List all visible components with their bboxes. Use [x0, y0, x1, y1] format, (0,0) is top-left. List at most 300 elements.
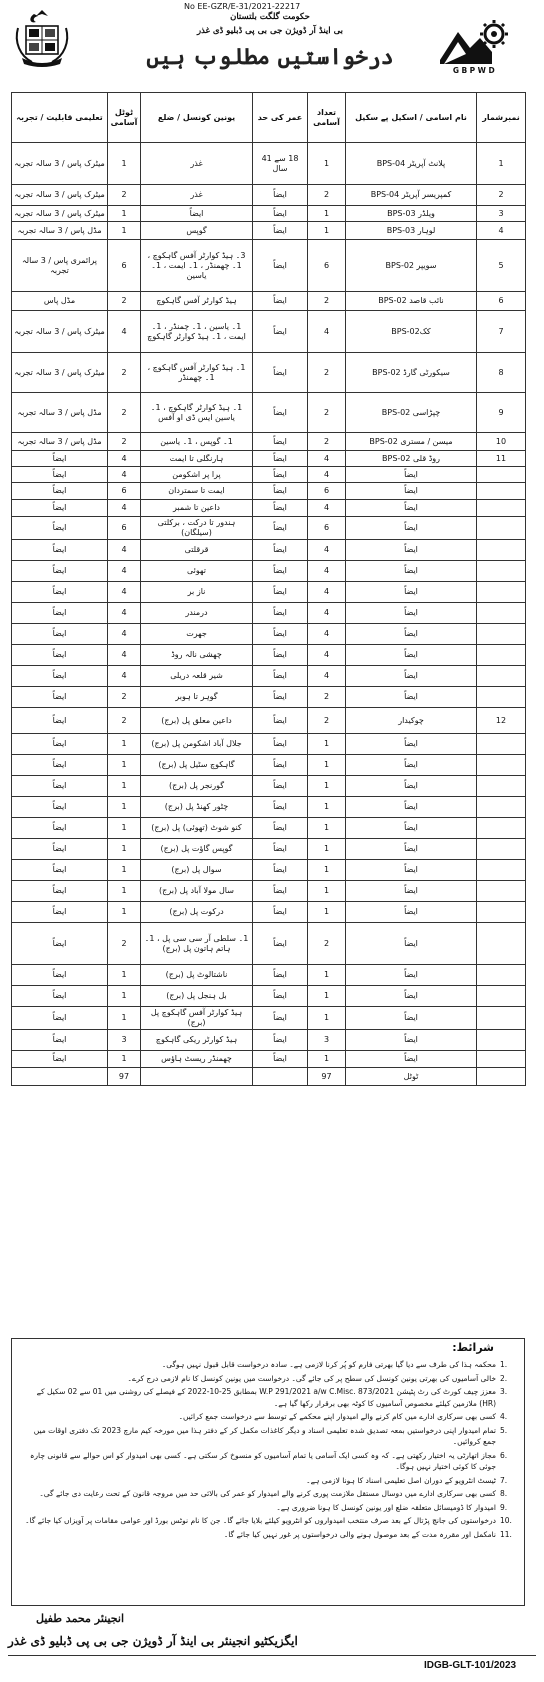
table-row [12, 1007, 526, 1030]
table-row [12, 708, 526, 734]
number-of-posts-cell: 1 [308, 839, 346, 860]
total-posts-cell: 4 [108, 311, 141, 353]
serial-number-cell [477, 1030, 526, 1051]
term-number: 7. [500, 1475, 508, 1485]
union-council-cell: 1۔ گوپس ، 1۔ یاسین [141, 433, 253, 451]
qualification-cell [12, 1068, 108, 1086]
age-limit-cell: ایضاً [253, 797, 308, 818]
term-number: 2. [500, 1373, 508, 1383]
post-name-cell: ایضاً [346, 1007, 477, 1030]
term-text: خالی آسامیوں کی بھرتی یونین کونسل کی سطح پر کی جائے گی۔ درخواست میں یونین کونسل کا نام لازمی درج کرے۔ [127, 1373, 496, 1383]
serial-number-cell [477, 500, 526, 517]
union-council-cell: پرا پر اشکومن [141, 467, 253, 483]
qualification-cell: ایضاً [12, 797, 108, 818]
age-limit-cell: ایضاً [253, 1007, 308, 1030]
post-name-cell: ایضاً [346, 603, 477, 624]
post-name-cell: ایضاً [346, 624, 477, 645]
serial-number-cell [477, 467, 526, 483]
qualification-cell: میٹرک پاس / 3 سالہ تجربہ [12, 185, 108, 206]
post-name-cell: ایضاً [346, 517, 477, 540]
total-posts-cell: 2 [108, 353, 141, 393]
age-limit-cell: ایضاً [253, 603, 308, 624]
union-council-cell: جلال آباد اشکومن پل (برج) [141, 734, 253, 755]
total-posts-cell: 6 [108, 483, 141, 500]
total-posts-cell: 4 [108, 603, 141, 624]
total-posts-cell: 3 [108, 1030, 141, 1051]
post-name-cell: پلانٹ آپریٹر BPS-04 [346, 143, 477, 185]
serial-number-cell [477, 561, 526, 582]
total-posts-cell: 1 [108, 818, 141, 839]
union-council-cell: شیر قلعہ دریلی [141, 666, 253, 687]
serial-number-cell: 2 [477, 185, 526, 206]
total-posts-cell: 1 [108, 797, 141, 818]
union-council-cell: بل ہنجل پل (برج) [141, 986, 253, 1007]
union-council-cell: 1۔ ہیڈ کوارٹر آفس گاہکوچ ، 1۔ چھمنڈر [141, 353, 253, 393]
qualification-cell: ایضاً [12, 902, 108, 923]
age-limit-cell: ایضاً [253, 1051, 308, 1068]
table-row [12, 734, 526, 755]
number-of-posts-cell: 2 [308, 687, 346, 708]
serial-number-cell [477, 483, 526, 500]
table-row [12, 206, 526, 222]
header-serial-number: نمبرشمار [477, 93, 526, 143]
number-of-posts-cell: 6 [308, 517, 346, 540]
qualification-cell: ایضاً [12, 1051, 108, 1068]
division-name: بی اینڈ آر ڈویژن جی بی پی ڈبلیو ڈی غذر [196, 26, 344, 36]
number-of-posts-cell: 2 [308, 708, 346, 734]
union-council-cell: چھشی نالہ روڈ [141, 645, 253, 666]
post-name-cell: ایضاً [346, 986, 477, 1007]
union-council-cell: ہندور تا درکت ، برکلتی (سیلگان) [141, 517, 253, 540]
serial-number-cell [477, 666, 526, 687]
age-limit-cell: ایضاً [253, 451, 308, 467]
number-of-posts-cell: 6 [308, 483, 346, 500]
union-council-cell: ایمت تا سمتردان [141, 483, 253, 500]
post-name-cell: روڈ قلی BPS-02 [346, 451, 477, 467]
serial-number-cell: 10 [477, 433, 526, 451]
total-posts-cell: 1 [108, 206, 141, 222]
serial-number-cell [477, 755, 526, 776]
qualification-cell: ایضاً [12, 923, 108, 965]
number-of-posts-cell: 4 [308, 311, 346, 353]
qualification-cell: ایضاً [12, 666, 108, 687]
age-limit-cell: ایضاً [253, 393, 308, 433]
post-name-cell: ایضاً [346, 666, 477, 687]
number-of-posts-cell: 1 [308, 797, 346, 818]
union-council-cell: ناشتالوٹ پل (برج) [141, 965, 253, 986]
qualification-cell: ایضاً [12, 734, 108, 755]
age-limit-cell: ایضاً [253, 776, 308, 797]
qualification-cell: ایضاً [12, 500, 108, 517]
serial-number-cell [477, 986, 526, 1007]
table-row [12, 860, 526, 881]
table-row [12, 451, 526, 467]
union-council-cell: ہیڈ کوارٹر ریکی گاہکوچ [141, 1030, 253, 1051]
table-row [12, 1068, 526, 1086]
age-limit-cell: ایضاً [253, 734, 308, 755]
header-qualification: تعلیمی قابلیت / تجربہ [12, 93, 108, 143]
serial-number-cell [477, 776, 526, 797]
term-item [20, 1411, 518, 1423]
table-row [12, 311, 526, 353]
government-emblem-icon [12, 8, 72, 70]
number-of-posts-cell: 1 [308, 1051, 346, 1068]
number-of-posts-cell: 4 [308, 540, 346, 561]
number-of-posts-cell: 1 [308, 965, 346, 986]
total-posts-cell: 6 [108, 240, 141, 292]
table-row [12, 292, 526, 311]
serial-number-cell [477, 797, 526, 818]
qualification-cell: ایضاً [12, 1030, 108, 1051]
post-name-cell: ایضاً [346, 561, 477, 582]
term-number: 10. [500, 1516, 512, 1525]
qualification-cell: مڈل پاس / 3 سالہ تجربہ [12, 433, 108, 451]
post-name-cell: ایضاً [346, 500, 477, 517]
age-limit-cell: ایضاً [253, 624, 308, 645]
table-row [12, 1051, 526, 1068]
number-of-posts-cell: 2 [308, 292, 346, 311]
union-council-cell: تھوئی [141, 561, 253, 582]
number-of-posts-cell: 1 [308, 734, 346, 755]
post-name-cell: ایضاً [346, 540, 477, 561]
age-limit-cell: ایضاً [253, 755, 308, 776]
qualification-cell: ایضاً [12, 517, 108, 540]
serial-number-cell: 1 [477, 143, 526, 185]
qualification-cell: ایضاً [12, 687, 108, 708]
union-council-cell: غذر [141, 143, 253, 185]
serial-number-cell: 4 [477, 222, 526, 240]
post-name-cell: ایضاً [346, 881, 477, 902]
post-name-cell: میسن / مستری BPS-02 [346, 433, 477, 451]
table-row [12, 185, 526, 206]
table-row [12, 582, 526, 603]
term-text: مجاز اتھارٹی یہ اختیار رکھتی ہے۔ کہ وہ کسی ایک آسامی یا تمام آسامیوں کو منسوخ کر سکتی ہے۔ کسی بھی امیدوار کو اس حوالے سے قانونی چارہ جوئی کا کوئی اختیار نہیں ہوگا۔ [30, 1450, 496, 1471]
serial-number-cell [477, 603, 526, 624]
qualification-cell: ایضاً [12, 467, 108, 483]
union-council-cell: گاہکوچ سٹیل پل (برج) [141, 755, 253, 776]
number-of-posts-cell: 4 [308, 451, 346, 467]
total-posts-cell: 1 [108, 986, 141, 1007]
table-row [12, 143, 526, 185]
union-council-cell: گورنجر پل (برج) [141, 776, 253, 797]
qualification-cell: ایضاً [12, 483, 108, 500]
union-council-cell: گوہر تا ہوبر [141, 687, 253, 708]
term-number: 8. [500, 1489, 508, 1498]
post-name-cell: ایضاً [346, 755, 477, 776]
total-posts-cell: 2 [108, 393, 141, 433]
qualification-cell: مڈل پاس [12, 292, 108, 311]
serial-number-cell [477, 624, 526, 645]
union-council-cell: سوال پل (برج) [141, 860, 253, 881]
total-posts-cell: 97 [108, 1068, 141, 1086]
qualification-cell: پرائمری پاس / 3 سالہ تجربہ [12, 240, 108, 292]
qualification-cell: مڈل پاس / 3 سالہ تجربہ [12, 222, 108, 240]
signatory-title: ایگزیکٹیو انجینئر بی اینڈ آر ڈویژن جی بی پی ڈبلیو ڈی غذر [8, 1634, 298, 1648]
union-council-cell: گوپس گاؤت پل (برج) [141, 839, 253, 860]
term-number: 3. [500, 1387, 508, 1396]
term-text: محکمہ ہذا کی طرف سے دیا گیا بھرتی فارم کو پُر کرنا لازمی ہے۔ سادہ درخواست قابل قبول نہیں ہوگی۔ [161, 1360, 496, 1369]
qualification-cell: ایضاً [12, 755, 108, 776]
union-council-cell: سال مولا آباد پل (برج) [141, 881, 253, 902]
qualification-cell: ایضاً [12, 839, 108, 860]
age-limit-cell: ایضاً [253, 292, 308, 311]
header-number-of-posts: تعداد آسامی [308, 93, 346, 143]
number-of-posts-cell: 97 [308, 1068, 346, 1086]
number-of-posts-cell: 1 [308, 881, 346, 902]
total-posts-cell: 2 [108, 292, 141, 311]
total-posts-cell: 1 [108, 776, 141, 797]
union-council-cell: درمندر [141, 603, 253, 624]
union-council-cell: چٹور کھنڈ پل (برج) [141, 797, 253, 818]
age-limit-cell: ایضاً [253, 467, 308, 483]
post-name-cell: ایضاً [346, 776, 477, 797]
post-name-cell: ایضاً [346, 797, 477, 818]
table-row [12, 467, 526, 483]
post-name-cell: چپڑاسی BPS-02 [346, 393, 477, 433]
number-of-posts-cell: 1 [308, 206, 346, 222]
post-name-cell: ایضاً [346, 687, 477, 708]
post-name-cell: ایضاً [346, 1051, 477, 1068]
age-limit-cell: ایضاً [253, 902, 308, 923]
number-of-posts-cell: 4 [308, 467, 346, 483]
number-of-posts-cell: 1 [308, 902, 346, 923]
total-posts-cell: 1 [108, 881, 141, 902]
serial-number-cell: 11 [477, 451, 526, 467]
qualification-cell: ایضاً [12, 645, 108, 666]
number-of-posts-cell: 1 [308, 986, 346, 1007]
age-limit-cell: ایضاً [253, 500, 308, 517]
age-limit-cell: ایضاً [253, 433, 308, 451]
number-of-posts-cell: 1 [308, 222, 346, 240]
table-row [12, 433, 526, 451]
term-text: کسی بھی سرکاری ادارے میں دوسال مستقل ملازمت پوری کرنے والے امیدوار کو عمر کی بالائی حد میں مروجہ قانون کے تحت رعایت دی جائے گی۔ [39, 1489, 496, 1498]
serial-number-cell [477, 1068, 526, 1086]
serial-number-cell: 5 [477, 240, 526, 292]
table-row [12, 776, 526, 797]
post-name-cell: ٹوٹل [346, 1068, 477, 1086]
total-posts-cell: 6 [108, 517, 141, 540]
serial-number-cell [477, 902, 526, 923]
term-text: درخواستوں کی جانچ پڑتال کے بعد صرف منتخب امیدواروں کو انٹرویو کیلئے بلایا جائے گا۔ جن کا نام نوٹس بورڈ اور عوامی مقامات پر آویزاں کیا جائے گا۔ [25, 1516, 496, 1525]
age-limit-cell: ایضاً [253, 240, 308, 292]
total-posts-cell: 1 [108, 839, 141, 860]
serial-number-cell [477, 734, 526, 755]
post-name-cell: ایضاً [346, 645, 477, 666]
post-name-cell: ایضاً [346, 734, 477, 755]
qualification-cell: ایضاً [12, 451, 108, 467]
post-name-cell: ایضاً [346, 860, 477, 881]
term-number: 1. [500, 1360, 508, 1369]
term-text: نامکمل اور مقررہ مدت کے بعد موصول ہونے والی درخواستوں پر غور نہیں کیا جائے گا۔ [223, 1529, 496, 1539]
serial-number-cell [477, 881, 526, 902]
number-of-posts-cell: 3 [308, 1030, 346, 1051]
total-posts-cell: 4 [108, 561, 141, 582]
number-of-posts-cell: 1 [308, 143, 346, 185]
total-posts-cell: 1 [108, 143, 141, 185]
serial-number-cell [477, 965, 526, 986]
union-council-cell: کنو شوٹ (تھوئی) پل (برج) [141, 818, 253, 839]
post-name-cell: ککBPS-02 [346, 311, 477, 353]
term-number: 9. [500, 1502, 508, 1512]
serial-number-cell: 7 [477, 311, 526, 353]
page-header [0, 0, 544, 92]
number-of-posts-cell: 1 [308, 1007, 346, 1030]
total-posts-cell: 2 [108, 708, 141, 734]
age-limit-cell: ایضاً [253, 881, 308, 902]
table-row [12, 603, 526, 624]
term-item [20, 1529, 518, 1541]
table-row [12, 393, 526, 433]
qualification-cell: میٹرک پاس / 3 سالہ تجربہ [12, 353, 108, 393]
union-council-cell: چھمنڈر ریسٹ ہاؤس [141, 1051, 253, 1068]
age-limit-cell: ایضاً [253, 923, 308, 965]
term-item [20, 1450, 518, 1473]
table-row [12, 687, 526, 708]
qualification-cell: ایضاً [12, 818, 108, 839]
qualification-cell: میٹرک پاس / 3 سالہ تجربہ [12, 143, 108, 185]
table-row [12, 797, 526, 818]
header-post-name: نام اسامی / اسکیل پے سکیل [346, 93, 477, 143]
number-of-posts-cell: 4 [308, 582, 346, 603]
union-council-cell: داعین معلق پل (برج) [141, 708, 253, 734]
serial-number-cell [477, 517, 526, 540]
table-row [12, 240, 526, 292]
union-council-cell: قرقلتی [141, 540, 253, 561]
qualification-cell: ایضاً [12, 582, 108, 603]
number-of-posts-cell: 1 [308, 818, 346, 839]
total-posts-cell: 4 [108, 467, 141, 483]
age-limit-cell: ایضاً [253, 582, 308, 603]
term-item [20, 1475, 518, 1487]
number-of-posts-cell: 6 [308, 240, 346, 292]
term-item [20, 1373, 518, 1385]
term-item [20, 1386, 518, 1409]
term-item [20, 1488, 518, 1500]
total-posts-cell: 1 [108, 755, 141, 776]
age-limit-cell: ایضاً [253, 818, 308, 839]
post-name-cell: سیکورٹی گارڈ BPS-02 [346, 353, 477, 393]
union-council-cell: درکوت پل (برج) [141, 902, 253, 923]
total-posts-cell: 4 [108, 666, 141, 687]
union-council-cell: ہیڈ کوارٹر آفس گاہکوچ [141, 292, 253, 311]
advertisement-code: IDGB-GLT-101/2023 [424, 1660, 517, 1671]
union-council-cell [141, 1068, 253, 1086]
age-limit-cell: ایضاً [253, 986, 308, 1007]
qualification-cell: مڈل پاس / 3 سالہ تجربہ [12, 393, 108, 433]
number-of-posts-cell: 4 [308, 666, 346, 687]
table-row [12, 902, 526, 923]
number-of-posts-cell: 2 [308, 433, 346, 451]
number-of-posts-cell: 1 [308, 776, 346, 797]
post-name-cell: کمپریسر آپریٹر BPS-04 [346, 185, 477, 206]
age-limit-cell: ایضاً [253, 311, 308, 353]
qualification-cell: ایضاً [12, 624, 108, 645]
total-posts-cell: 1 [108, 734, 141, 755]
age-limit-cell [253, 1068, 308, 1086]
union-council-cell: ایضاً [141, 206, 253, 222]
number-of-posts-cell: 4 [308, 645, 346, 666]
post-name-cell: ایضاً [346, 483, 477, 500]
age-limit-cell: ایضاً [253, 1030, 308, 1051]
table-row [12, 483, 526, 500]
header-union-council: یونین کونسل / ضلع [141, 93, 253, 143]
serial-number-cell: 3 [477, 206, 526, 222]
vacancies-table [11, 92, 526, 1086]
total-posts-cell: 1 [108, 965, 141, 986]
post-name-cell: ایضاً [346, 818, 477, 839]
signatory-name: انجینئر محمد طفیل [36, 1612, 124, 1625]
union-council-cell: جھرت [141, 624, 253, 645]
age-limit-cell: ایضاً [253, 206, 308, 222]
qualification-cell: ایضاً [12, 986, 108, 1007]
serial-number-cell [477, 540, 526, 561]
post-name-cell: ویلڈر BPS-03 [346, 206, 477, 222]
number-of-posts-cell: 1 [308, 755, 346, 776]
number-of-posts-cell: 4 [308, 500, 346, 517]
government-name: حکومت گلگت بلتستان [230, 12, 310, 22]
total-posts-cell: 1 [108, 1007, 141, 1030]
serial-number-cell: 8 [477, 353, 526, 393]
table-row [12, 881, 526, 902]
post-name-cell: ایضاً [346, 1030, 477, 1051]
serial-number-cell: 6 [477, 292, 526, 311]
post-name-cell: ایضاً [346, 923, 477, 965]
term-item [20, 1425, 518, 1448]
table-row [12, 645, 526, 666]
serial-number-cell [477, 582, 526, 603]
table-row [12, 755, 526, 776]
term-number: 6. [500, 1450, 508, 1460]
post-name-cell: ایضاً [346, 965, 477, 986]
qualification-cell: ایضاً [12, 881, 108, 902]
table-row [12, 818, 526, 839]
age-limit-cell: ایضاً [253, 839, 308, 860]
union-council-cell: ہیڈ کوارٹر آفس گاہکوچ پل (برج) [141, 1007, 253, 1030]
age-limit-cell: ایضاً [253, 353, 308, 393]
number-of-posts-cell: 2 [308, 393, 346, 433]
age-limit-cell: ایضاً [253, 687, 308, 708]
qualification-cell: ایضاً [12, 965, 108, 986]
union-council-cell: 1۔ یاسین ، 1۔ چمنڈر ، 1۔ ایمت ، 1۔ ہیڈ کوارٹر گاہکوچ [141, 311, 253, 353]
table-header-row [12, 93, 526, 143]
serial-number-cell [477, 1051, 526, 1068]
post-name-cell: ایضاً [346, 467, 477, 483]
total-posts-cell: 4 [108, 645, 141, 666]
serial-number-cell [477, 860, 526, 881]
union-council-cell: 3۔ ہیڈ کوارٹر آفس گاہکوچ ، 1۔ چھمنڈر ، 1۔ ایمت ، 1۔ یاسین [141, 240, 253, 292]
total-posts-cell: 1 [108, 1051, 141, 1068]
age-limit-cell: ایضاً [253, 185, 308, 206]
number-of-posts-cell: 4 [308, 624, 346, 645]
page-title: درخواستیں مطلوب ہیں [146, 44, 394, 70]
term-number: 11. [500, 1529, 512, 1539]
post-name-cell: لوہار BPS-03 [346, 222, 477, 240]
qualification-cell: ایضاً [12, 708, 108, 734]
age-limit-cell: ایضاً [253, 540, 308, 561]
serial-number-cell [477, 839, 526, 860]
qualification-cell: ایضاً [12, 860, 108, 881]
term-item [20, 1502, 518, 1514]
table-row [12, 923, 526, 965]
table-row [12, 965, 526, 986]
table-row [12, 624, 526, 645]
footer-divider [8, 1655, 536, 1656]
age-limit-cell: ایضاً [253, 483, 308, 500]
total-posts-cell: 1 [108, 902, 141, 923]
table-row [12, 353, 526, 393]
number-of-posts-cell: 2 [308, 923, 346, 965]
terms-title: شرائط: [452, 1341, 494, 1354]
